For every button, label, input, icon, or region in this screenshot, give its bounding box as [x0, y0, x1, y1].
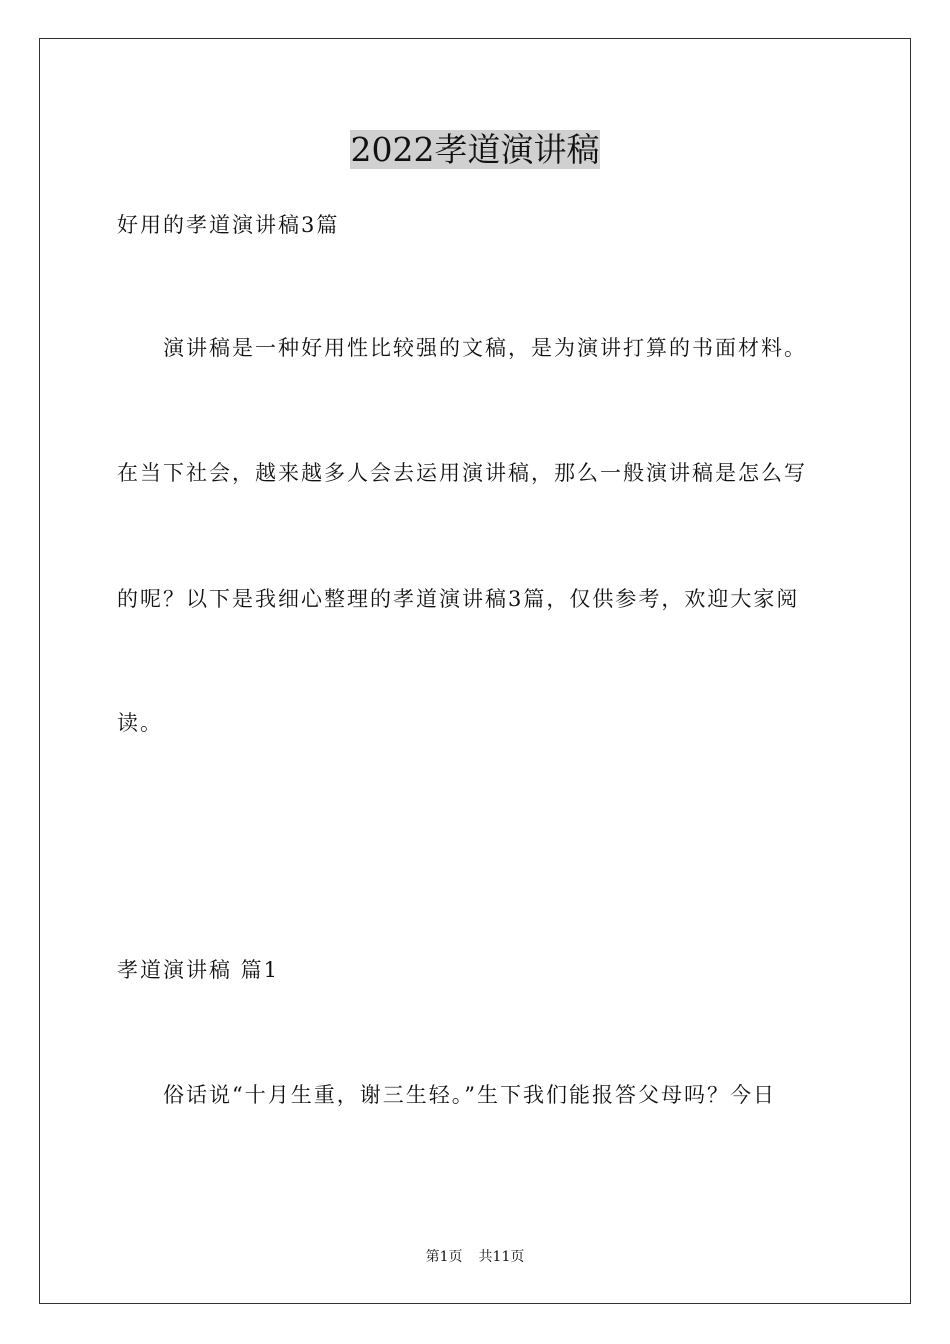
intro-paragraph-line-2: 在当下社会，越来越多人会去运用演讲稿，那么一般演讲稿是怎么写 — [117, 461, 807, 485]
page-footer — [0, 1247, 950, 1267]
section-paragraph-line-1: 俗话说“十月生重，谢三生轻。”生下我们能报答父母吗？今日 — [163, 1083, 776, 1107]
document-subtitle: 好用的孝道演讲稿3篇 — [117, 213, 340, 237]
page-number: 第1页 — [425, 1249, 463, 1265]
page-total: 共11页 — [478, 1249, 525, 1265]
intro-paragraph-line-3: 的呢？以下是我细心整理的孝道演讲稿3篇，仅供参考，欢迎大家阅 — [117, 587, 800, 611]
document-title — [0, 128, 950, 172]
section-heading: 孝道演讲稿 篇1 — [117, 958, 280, 982]
document-title-text: 2022孝道演讲稿 — [350, 130, 600, 169]
intro-paragraph-line-1: 演讲稿是一种好用性比较强的文稿，是为演讲打算的书面材料。 — [163, 336, 807, 360]
intro-paragraph-line-4: 读。 — [117, 711, 163, 735]
